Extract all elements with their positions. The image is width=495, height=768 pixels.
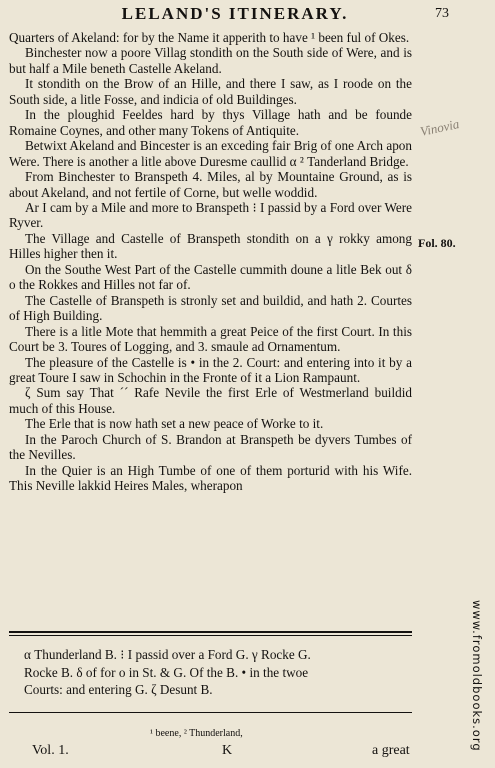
paragraph: In the Quier is an High Tumbe of one of them porturid with his Wife. This Neville lakkid Heires Males, wherapon (9, 462, 412, 494)
footnote: ¹ beene, ² Thunderland, (150, 728, 243, 739)
paragraph: From Binchester to Branspeth 4. Miles, al by Mountaine Ground, as is about Akeland, and not fertile of Corne, but welle woddid. (9, 169, 412, 200)
watermark (462, 600, 492, 765)
main-text (9, 30, 412, 494)
paragraph: The Erle that is now hath set a new peace of Worke to it. (25, 416, 324, 432)
footnote-rule (9, 712, 412, 713)
volume-label: Vol. 1. (32, 743, 69, 758)
note-line: α Thunderland B. ⁝ I passid over a Ford G. γ Rocke G. (24, 647, 311, 662)
paragraph: Betwixt Akeland and Bincester is an exceding fair Brig of one Arch apon Were. There is another a litle above Duresme caullid α ² Tanderland Bridge. (9, 138, 412, 169)
notes-rule-thick (9, 631, 412, 633)
page-number: 73 (435, 6, 449, 21)
signature-mark: K (222, 743, 233, 758)
paragraph: The Castelle of Branspeth is stronly set and buildid, and hath 2. Courtes of High Building. (9, 292, 412, 324)
margin-handwriting: Vinovia (418, 116, 461, 139)
variant-notes (24, 646, 416, 699)
paragraph: The pleasure of the Castelle is • in the 2. Court: and entering into it by a great Toure I saw in Schochin in the Fronte of it a Lion Rampaunt. (9, 354, 412, 385)
paragraph: Ar I cam by a Mile and more to Branspeth ⁝ I passid by a Ford over Were Ryver. (9, 199, 412, 231)
paragraph: The Village and Castelle of Branspeth stondith on a γ rokky among Hilles higher then it. (9, 230, 412, 262)
paragraph: There is a litle Mote that hemmith a great Peice of the first Court. In this Court be 3. Toures of Logging, and 3. smaule ad Ornamentum. (9, 323, 412, 355)
note-line: Rocke B. δ of for o in St. & G. Of the B. • in the twoe (24, 664, 309, 680)
watermark-text: www.fromoldbooks.org (470, 600, 484, 752)
paragraph: ζ Sum say That ´´ Rafe Nevile the first Erle of Westmerland buildid much of this House. (9, 385, 412, 416)
paragraph: Binchester now a poore Villag stondith on the South side of Were, and is but half a Mile beneth Castelle Akeland. (9, 45, 412, 76)
margin-folio-note: Fol. 80. (418, 236, 456, 250)
paragraph: Quarters of Akeland: for by the Name it apperith to have ¹ been ful of Okes. (9, 30, 410, 45)
paragraph: On the Southe West Part of the Castelle cummith doune a litle Bek out δ o the Rokkes and Hilles not far of. (9, 261, 412, 293)
running-head: LELAND'S ITINERARY. (121, 4, 349, 23)
notes-rule-thin (9, 635, 412, 636)
catchword: a great (372, 743, 410, 758)
note-line: Courts: and entering G. ζ Desunt B. (24, 682, 213, 697)
paragraph: In the Paroch Church of S. Brandon at Branspeth be dyvers Tumbes of the Nevilles. (9, 431, 412, 463)
paragraph: It stondith on the Brow of an Hille, and there I saw, as I roode on the South side, a litle Fosse, and indicia of old Buildinges. (9, 76, 412, 107)
paragraph: In the ploughid Feeldes hard by thys Village hath and be founde Romaine Coynes, and other many Tokens of Antiquite. (9, 107, 412, 138)
